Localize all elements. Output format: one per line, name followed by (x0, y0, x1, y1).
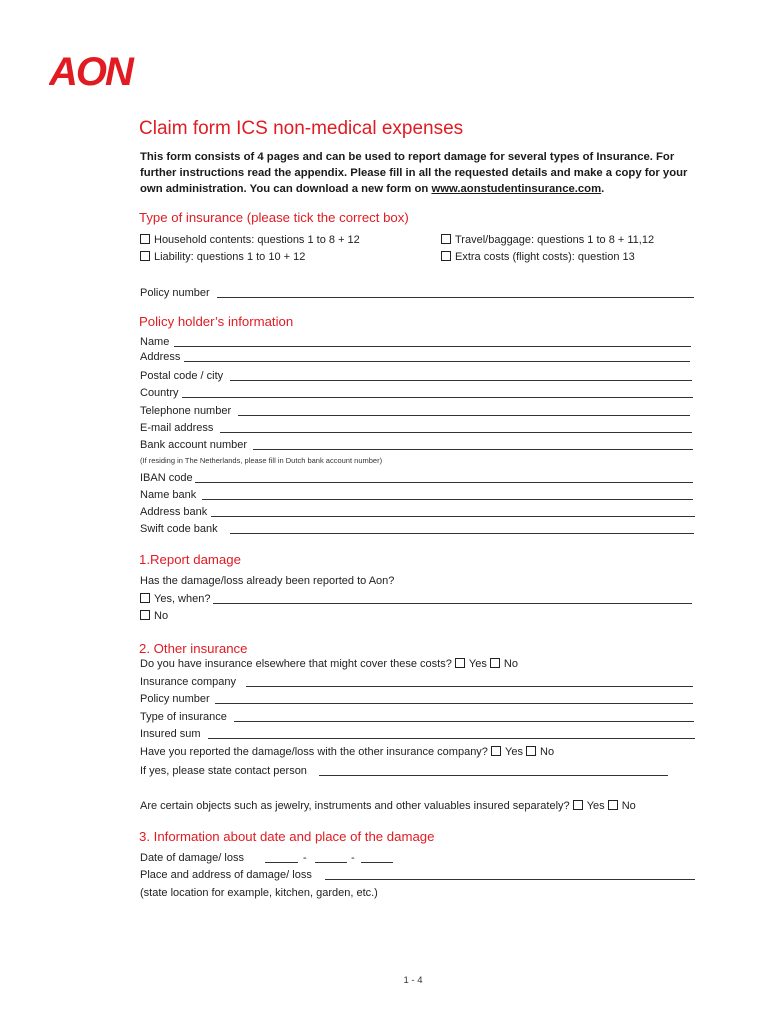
fill-line[interactable] (234, 721, 694, 722)
fill-line[interactable] (230, 533, 694, 534)
no-label: No (621, 800, 636, 812)
checkbox[interactable] (573, 800, 583, 810)
fill-line[interactable] (195, 482, 693, 483)
field-label: Policy number (140, 287, 210, 299)
day-line[interactable] (265, 862, 298, 863)
country-field[interactable] (140, 386, 693, 400)
yes-when-option[interactable] (140, 592, 210, 606)
checkbox[interactable] (490, 658, 500, 668)
option-liability[interactable] (140, 251, 305, 263)
checkbox[interactable] (526, 746, 536, 756)
checkbox[interactable] (140, 593, 150, 603)
checkbox[interactable] (441, 251, 451, 261)
field-label: Date of damage/ loss (140, 852, 244, 864)
option-label: Travel/baggage: questions 1 to 8 + 11,12 (455, 234, 655, 246)
field-label: Name bank (140, 489, 197, 501)
fill-line[interactable] (213, 603, 692, 604)
contact-person-field[interactable] (140, 764, 668, 778)
field-label: Country (140, 387, 179, 399)
checkbox[interactable] (140, 251, 150, 261)
option-travel[interactable] (441, 234, 654, 246)
email-field[interactable] (140, 421, 692, 435)
yes-label: Yes (505, 746, 523, 758)
field-label: Insured sum (140, 728, 201, 740)
form-title: Claim form ICS non-medical expenses (139, 118, 464, 139)
field-label: Place and address of damage/ loss (140, 869, 312, 881)
fill-line[interactable] (319, 775, 668, 776)
date-place-heading: 3. Information about date and place of the damage (139, 829, 435, 844)
field-label: If yes, please state contact person (140, 765, 307, 777)
reported-no-option[interactable] (140, 610, 168, 622)
field-label: Bank account number (140, 439, 248, 451)
aon-logo (49, 49, 151, 91)
swift-code-field[interactable] (140, 522, 694, 536)
option-label: Liability: questions 1 to 10 + 12 (154, 251, 306, 263)
field-label: E-mail address (140, 422, 214, 434)
reported-yes-field[interactable] (140, 592, 692, 606)
field-label: Name (140, 336, 170, 348)
date-separator: - (303, 852, 307, 864)
checkbox[interactable] (491, 746, 501, 756)
holder-heading: Policy holder’s information (139, 314, 294, 329)
date-of-damage-field[interactable] (140, 851, 400, 865)
fill-line[interactable] (208, 738, 695, 739)
insurance-company-field[interactable] (140, 675, 693, 689)
place-address-field[interactable] (140, 868, 695, 882)
valuables-question (140, 799, 636, 813)
type-of-insurance-field[interactable] (140, 710, 694, 724)
option-label: Household contents: questions 1 to 8 + 12 (154, 234, 360, 246)
option-label: No (154, 610, 169, 622)
state-location-note: (state location for example, kitchen, garden, etc.) (140, 887, 378, 899)
fill-line[interactable] (325, 879, 695, 880)
other-insurance-question (140, 657, 518, 671)
no-label: No (540, 746, 555, 758)
month-line[interactable] (315, 862, 347, 863)
fill-line[interactable] (182, 397, 693, 398)
option-label: Extra costs (flight costs): question 13 (455, 251, 635, 263)
address-field[interactable] (140, 350, 690, 364)
checkbox[interactable] (608, 800, 618, 810)
fill-line[interactable] (202, 499, 693, 500)
question-text: Are certain objects such as jewelry, instruments and other valuables insured separately? (140, 800, 570, 812)
year-line[interactable] (361, 862, 393, 863)
page-number: 1 - 4 (403, 975, 423, 986)
intro-tail: . (601, 183, 605, 195)
field-label: Telephone number (140, 405, 232, 417)
field-label: Insurance company (140, 676, 236, 688)
fill-line[interactable] (215, 703, 693, 704)
option-extra-costs[interactable] (441, 251, 635, 263)
report-heading: 1.Report damage (139, 552, 241, 567)
option-label: Yes, when? (154, 593, 211, 605)
field-label: Address (140, 351, 181, 363)
yes-label: Yes (468, 658, 487, 670)
report-question: Has the damage/loss already been reported to Aon? (140, 575, 395, 587)
bank-note: (If residing in The Netherlands, please fill in Dutch bank account number) (140, 456, 383, 465)
postal-city-field[interactable] (140, 369, 692, 383)
fill-line[interactable] (174, 346, 691, 347)
no-label: No (503, 658, 518, 670)
iban-field[interactable] (140, 471, 693, 485)
field-label: Postal code / city (140, 370, 224, 382)
name-bank-field[interactable] (140, 488, 693, 502)
checkbox[interactable] (140, 610, 150, 620)
policy-number-field[interactable] (140, 286, 694, 300)
fill-line[interactable] (238, 415, 690, 416)
fill-line[interactable] (211, 516, 695, 517)
address-bank-field[interactable] (140, 505, 695, 519)
field-label: Policy number (140, 693, 210, 705)
fill-line[interactable] (253, 449, 693, 450)
insurance-type-heading: Type of insurance (please tick the correct box) (139, 210, 409, 225)
reported-other-question (140, 745, 554, 759)
field-label: Address bank (140, 506, 208, 518)
field-label: Type of insurance (140, 711, 227, 723)
field-label: IBAN code (140, 472, 193, 484)
checkbox[interactable] (140, 234, 150, 244)
intro-body: This form consists of 4 pages and can be used to report damage for several types of Insurance. For further instructions read the appendix. Please fill in all the requested details and make a copy for your own administration. You can download a new form on (140, 151, 688, 195)
fill-line[interactable] (230, 380, 692, 381)
bank-account-field[interactable] (140, 438, 693, 452)
fill-line[interactable] (184, 361, 690, 362)
name-field[interactable] (140, 335, 691, 349)
fill-line[interactable] (217, 297, 694, 298)
checkbox[interactable] (455, 658, 465, 668)
other-policy-number-field[interactable] (140, 692, 693, 706)
question-text: Have you reported the damage/loss with the other insurance company? (140, 746, 488, 758)
question-text: Do you have insurance elsewhere that might cover these costs? (140, 658, 452, 670)
field-label: Swift code bank (140, 523, 218, 535)
fill-line[interactable] (246, 686, 693, 687)
other-insurance-heading: 2. Other insurance (139, 641, 248, 656)
checkbox[interactable] (441, 234, 451, 244)
yes-label: Yes (586, 800, 605, 812)
telephone-field[interactable] (140, 404, 690, 418)
fill-line[interactable] (220, 432, 692, 433)
option-household[interactable] (140, 234, 360, 246)
download-link[interactable]: www.aonstudentinsurance.com (431, 183, 602, 195)
intro-text (140, 149, 700, 197)
insured-sum-field[interactable] (140, 727, 695, 741)
date-separator: - (351, 852, 355, 864)
svg-text:AON: AON (49, 50, 132, 91)
